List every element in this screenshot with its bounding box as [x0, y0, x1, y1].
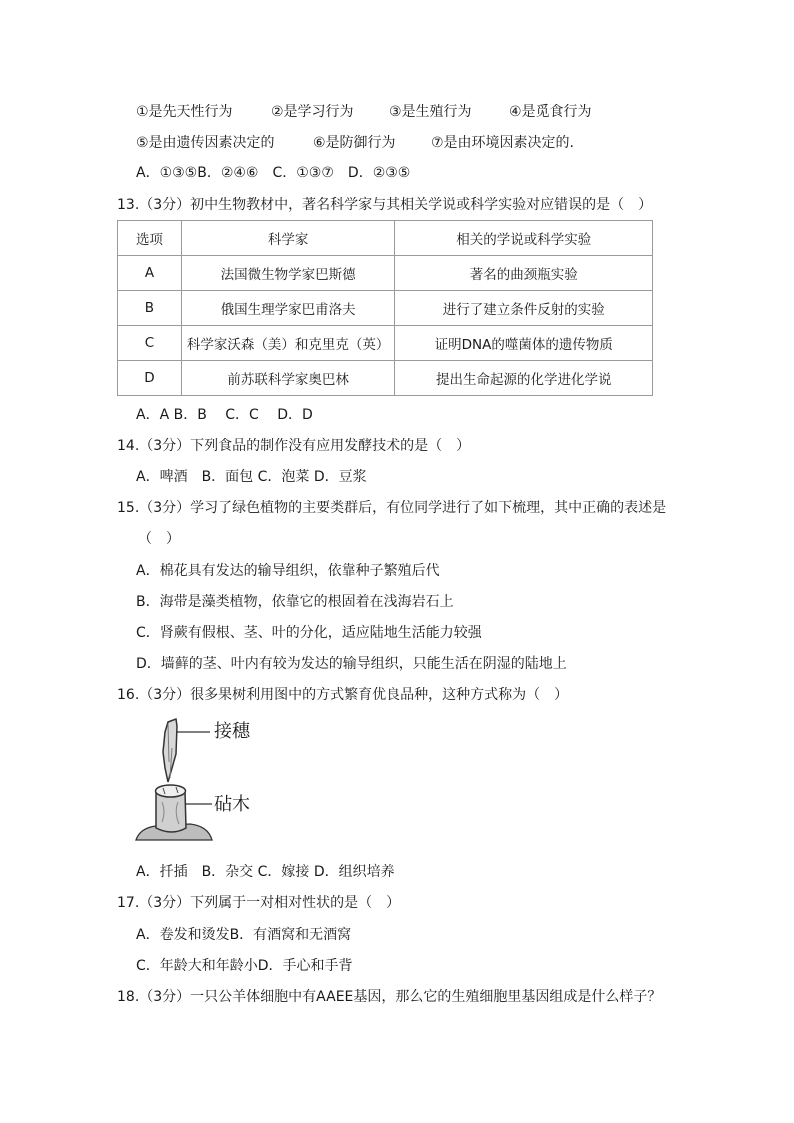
- table-cell: 著名的曲颈瓶实验: [395, 256, 653, 291]
- q12-option-7: ⑦是由环境因素决定的.: [431, 135, 575, 151]
- table-row: [118, 361, 653, 396]
- q13-answers: A．A B．B C．C D．D: [136, 407, 313, 423]
- q12-answers: A．①③⑤B．②④⑥ C．①③⑦ D．②③⑤: [136, 165, 411, 181]
- table-cell: 前苏联科学家奥巴林: [181, 361, 395, 396]
- q16-stem: 16.（3分）很多果树利用图中的方式繁育优良品种，这种方式称为（ ）: [117, 687, 569, 703]
- q17-options-cd: C．年龄大和年龄小D．手心和手背: [136, 958, 353, 974]
- table-header-row: [118, 221, 653, 256]
- table-cell: C: [118, 326, 182, 361]
- grafting-figure: [132, 712, 262, 848]
- table-header-cell: 科学家: [181, 221, 395, 256]
- table-cell: B: [118, 291, 182, 326]
- q17-stem: 17.（3分）下列属于一对相对性状的是（ ）: [117, 895, 401, 911]
- q15-option-b: B．海带是藻类植物，依靠它的根固着在浅海岩石上: [136, 594, 454, 610]
- table-cell: 科学家沃森（美）和克里克（英）: [181, 326, 395, 361]
- table-header-cell: 相关的学说或科学实验: [395, 221, 653, 256]
- q12-option-6: ⑥是防御行为: [313, 135, 396, 151]
- q12-option-2: ②是学习行为: [271, 104, 354, 120]
- q15-option-d: D．墙藓的茎、叶内有较为发达的输导组织，只能生活在阴湿的陆地上: [136, 656, 567, 672]
- q12-option-3: ③是生殖行为: [389, 104, 472, 120]
- table-cell: 提出生命起源的化学进化学说: [395, 361, 653, 396]
- table-row: [118, 326, 653, 361]
- rootstock-label: 砧木: [214, 794, 250, 815]
- q15-stem: 15.（3分）学习了绿色植物的主要类群后，有位同学进行了如下梳理，其中正确的表述是: [117, 500, 667, 516]
- q13-table: [117, 220, 653, 396]
- q15-stem-cont: （ ）: [138, 531, 180, 547]
- table-cell: D: [118, 361, 182, 396]
- table-row: [118, 256, 653, 291]
- q12-option-1: ①是先天性行为: [136, 104, 233, 120]
- q18-stem: 18.（3分）一只公羊体细胞中有AAEE基因，那么它的生殖细胞里基因组成是什么样子？: [117, 989, 662, 1005]
- table-cell: A: [118, 256, 182, 291]
- q13-stem: 13.（3分）初中生物教材中，著名科学家与其相关学说或科学实验对应错误的是（ ）: [117, 197, 653, 213]
- q15-option-a: A．棉花具有发达的输导组织，依靠种子繁殖后代: [136, 563, 440, 579]
- q15-option-c: C．肾蕨有假根、茎、叶的分化，适应陆地生活能力较强: [136, 625, 482, 641]
- q16-answers: A．扦插 B．杂交 C．嫁接 D．组织培养: [136, 864, 395, 880]
- q17-options-ab: A．卷发和烫发B．有酒窝和无酒窝: [136, 927, 352, 943]
- table-row: [118, 291, 653, 326]
- table-cell: 法国微生物学家巴斯德: [181, 256, 395, 291]
- q14-answers: A．啤酒 B．面包 C．泡菜 D．豆浆: [136, 469, 367, 485]
- q12-option-4: ④是觅食行为: [509, 104, 592, 120]
- q14-stem: 14.（3分）下列食品的制作没有应用发酵技术的是（ ）: [117, 438, 471, 454]
- table-cell: 俄国生理学家巴甫洛夫: [181, 291, 395, 326]
- scion-label: 接穗: [214, 721, 250, 742]
- table-cell: 证明DNA的噬菌体的遗传物质: [395, 326, 653, 361]
- table-header-cell: 选项: [118, 221, 182, 256]
- table-cell: 进行了建立条件反射的实验: [395, 291, 653, 326]
- q12-option-5: ⑤是由遗传因素决定的: [136, 135, 275, 151]
